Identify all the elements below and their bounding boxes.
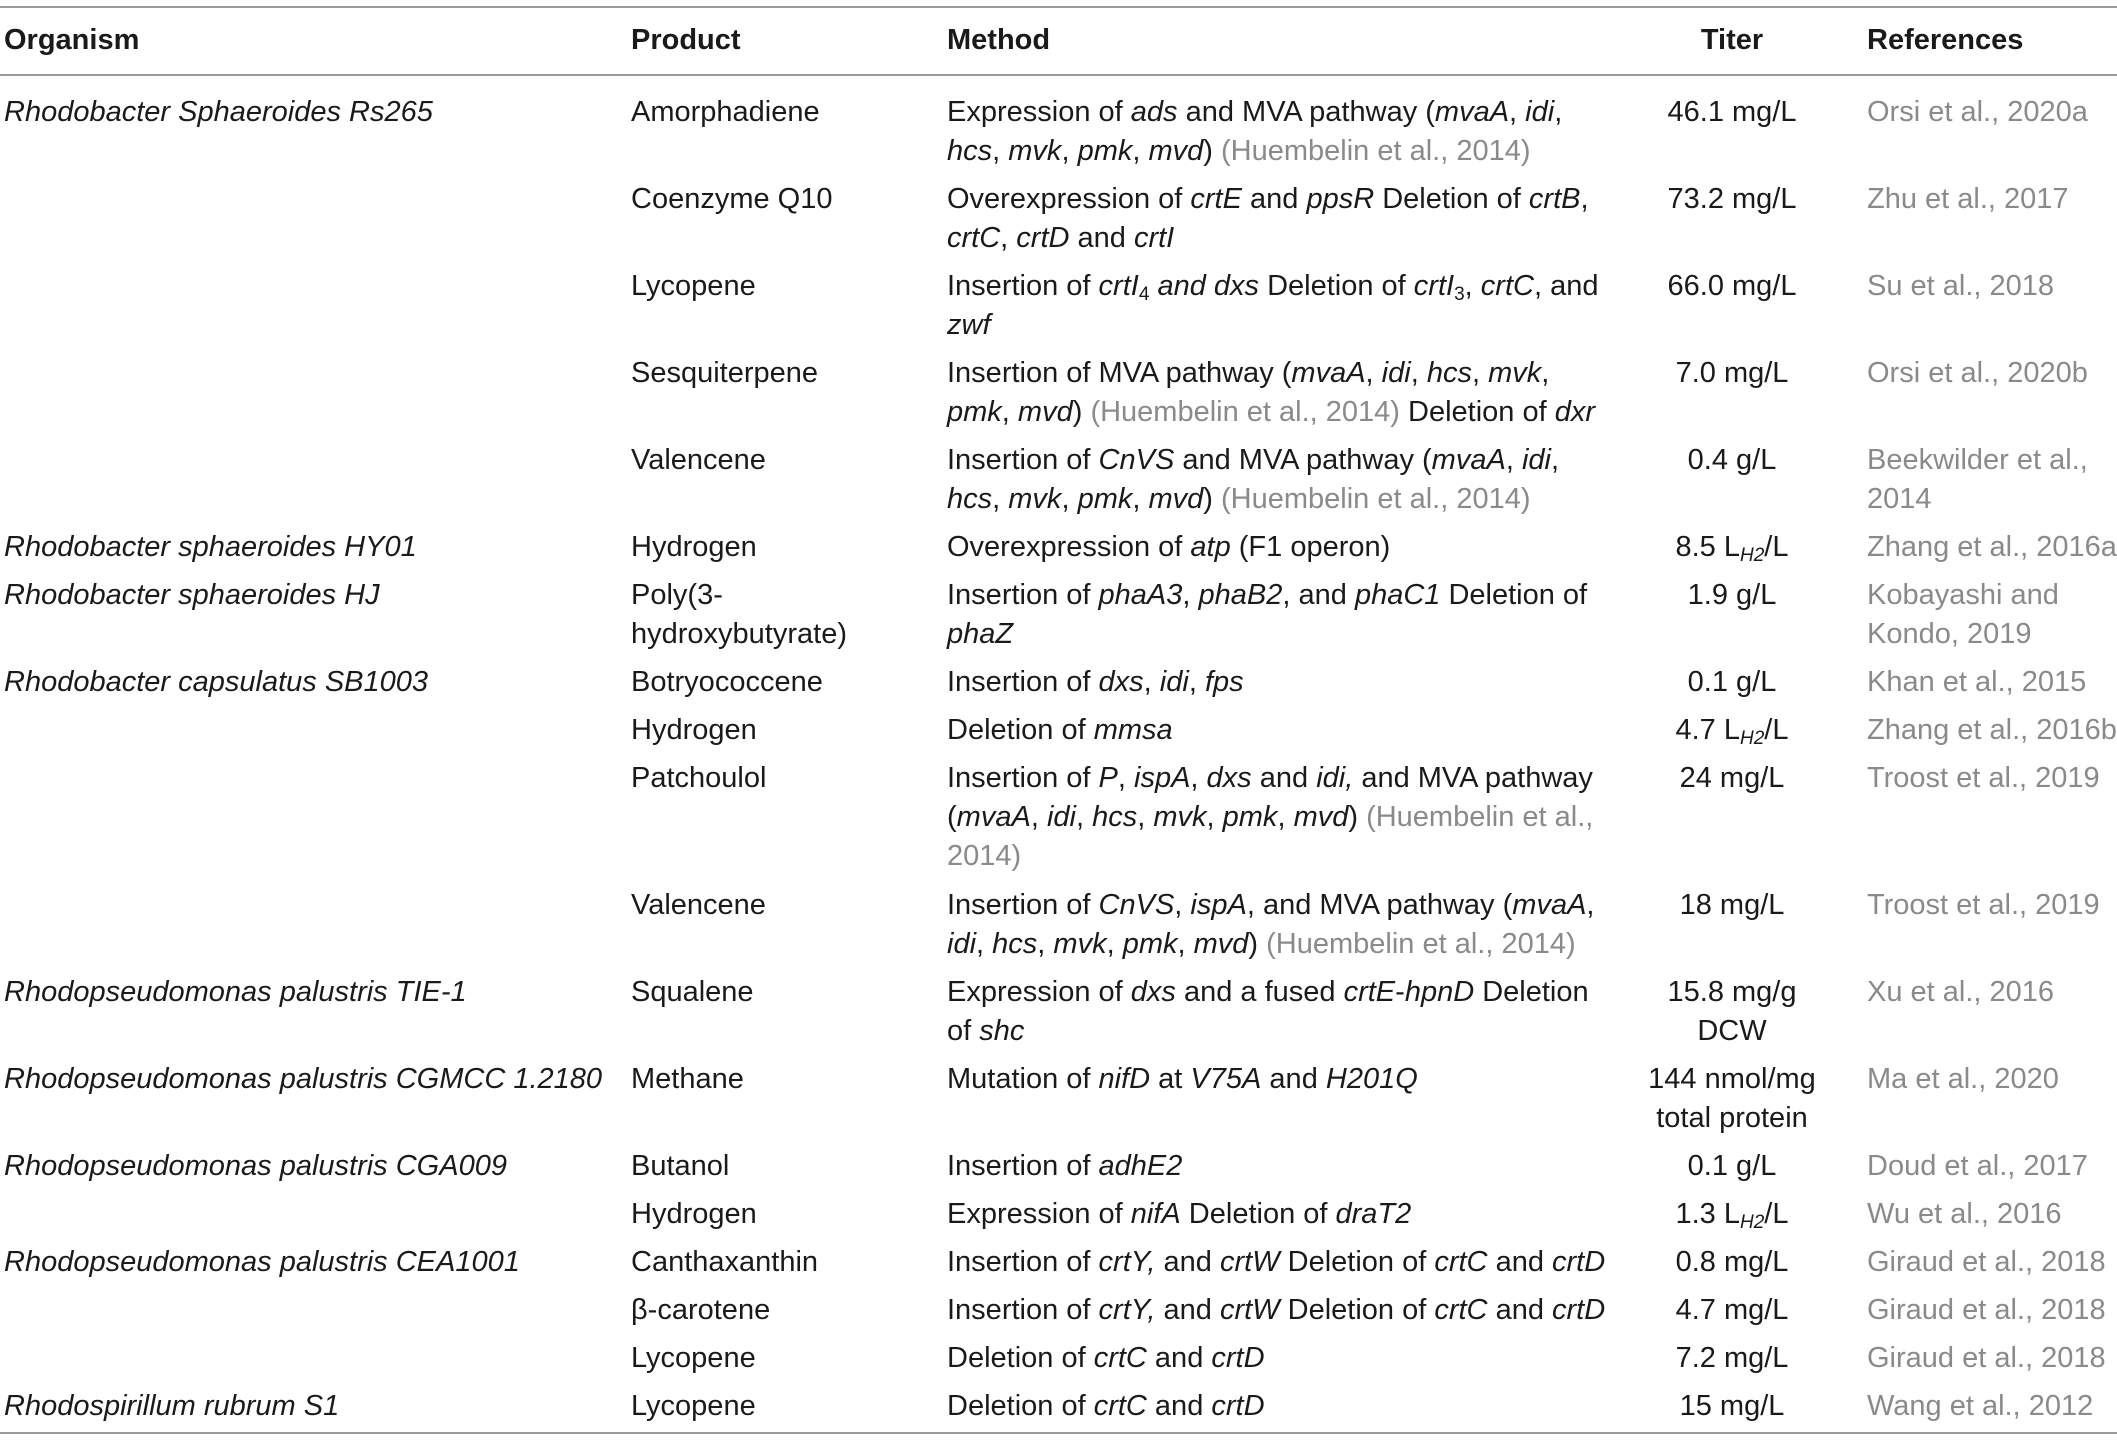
product-cell: Botryococcene [631,666,823,698]
reference-link[interactable]: Beekwilder et al., 2014 [1867,444,2088,515]
product-cell: Butanol [631,1150,730,1182]
citation-link[interactable]: (Huembelin et al., 2014) [1090,396,1400,428]
organism-cell: Rhodopseudomonas palustris CEA1001 [4,1246,520,1278]
method-cell: Insertion of crtI$_4$ and dxs Deletion of crtI$_3$, crtC, and zwf [947,270,1599,341]
method-cell: Deletion of crtC and crtD [947,1342,1265,1374]
product-cell: Coenzyme Q10 [631,183,833,215]
citation-link[interactable]: (Huembelin et al., 2014) [1221,483,1531,515]
reference-link[interactable]: Wu et al., 2016 [1867,1198,2062,1230]
product-cell: β-carotene [631,1294,771,1326]
titer-cell: 1.9 g/L [1687,579,1777,611]
titer-cell: 144 nmol/mg total protein [1648,1063,1816,1134]
product-cell: Lycopene [631,1390,756,1422]
titer-cell: 4.7 mg/L [1675,1294,1789,1326]
citation-link[interactable]: (Huembelin et al., 2014) [947,801,1594,872]
product-cell: Lycopene [631,1342,756,1374]
product-cell: Squalene [631,976,754,1008]
reference-link[interactable]: Zhu et al., 2017 [1867,183,2069,215]
product-cell: Lycopene [631,270,756,302]
method-cell: Insertion of crtY, and crtW Deletion of crtC and crtD [947,1294,1606,1326]
titer-cell: 0.1 g/L [1687,1150,1777,1182]
method-cell: Mutation of nifD at V75A and H201Q [947,1063,1418,1095]
header-titer: Titer [1700,24,1764,56]
method-cell: Insertion of phaA3, phaB2, and phaC1 Deletion of phaZ [947,579,1588,650]
titer-cell: 1.3 $L_{H2}/L$ [1675,1198,1789,1233]
method-cell: Insertion of crtY, and crtW Deletion of crtC and crtD [947,1246,1606,1278]
product-cell: Hydrogen [631,714,757,746]
method-cell: Expression of ads and MVA pathway (mvaA, idi, hcs, mvk, pmk, mvd) (Huembelin et al., 2014) [947,96,1563,167]
titer-cell: 73.2 mg/L [1667,183,1797,215]
header-organism: Organism [4,24,140,56]
reference-link[interactable]: Doud et al., 2017 [1867,1150,2088,1182]
product-cell: Canthaxanthin [631,1246,819,1278]
reference-link[interactable]: Zhang et al., 2016b [1867,714,2117,746]
titer-cell: 4.7 $L_{H2}/L$ [1675,714,1789,749]
titer-cell: 0.4 g/L [1687,444,1777,476]
method-cell: Overexpression of crtE and ppsR Deletion of crtB, crtC, crtD and crtI [947,183,1589,254]
titer-cell: 0.8 mg/L [1675,1246,1789,1278]
method-cell: Insertion of adhE2 [947,1150,1183,1182]
product-cell: Valencene [631,889,766,921]
titer-cell: 8.5 $L_{H2}/L$ [1675,531,1789,566]
reference-link[interactable]: Orsi et al., 2020a [1867,96,2088,128]
organism-cell: Rhodopseudomonas palustris TIE-1 [4,976,467,1008]
organism-cell: Rhodobacter sphaeroides HY01 [4,531,417,563]
titer-cell: 46.1 mg/L [1667,96,1797,128]
reference-link[interactable]: Wang et al., 2012 [1867,1390,2094,1422]
citation-link[interactable]: (Huembelin et al., 2014) [1221,135,1531,167]
method-cell: Insertion of dxs, idi, fps [947,666,1244,698]
organism-cell: Rhodobacter Sphaeroides Rs265 [4,96,433,128]
header-references: References [1867,24,2024,56]
method-cell: Insertion of P, ispA, dxs and idi, and MVA pathway (mvaA, idi, hcs, mvk, pmk, mvd) (Huembelin et al., 2014) [947,762,1594,872]
header-product: Product [631,24,741,56]
reference-link[interactable]: Troost et al., 2019 [1867,762,2100,794]
product-cell: Patchoulol [631,762,767,794]
reference-link[interactable]: Giraud et al., 2018 [1867,1294,2106,1326]
method-cell: Expression of nifA Deletion of draT2 [947,1198,1412,1230]
reference-link[interactable]: Ma et al., 2020 [1867,1063,2059,1095]
table-bottom-rule [0,1432,2117,1434]
reference-link[interactable]: Xu et al., 2016 [1867,976,2055,1008]
product-cell: Valencene [631,444,766,476]
product-cell: Amorphadiene [631,96,820,128]
titer-cell: 0.1 g/L [1687,666,1777,698]
titer-cell: 18 mg/L [1679,889,1785,921]
titer-cell: 15.8 mg/g DCW [1667,976,1797,1047]
reference-link[interactable]: Giraud et al., 2018 [1867,1246,2106,1278]
titer-cell: 7.2 mg/L [1675,1342,1789,1374]
organism-cell: Rhodopseudomonas palustris CGMCC 1.2180 [4,1063,603,1095]
table-header-rule [0,74,2117,76]
method-cell: Insertion of CnVS and MVA pathway (mvaA, idi, hcs, mvk, pmk, mvd) (Huembelin et al., 2014) [947,444,1560,515]
reference-link[interactable]: Giraud et al., 2018 [1867,1342,2106,1374]
reference-link[interactable]: Su et al., 2018 [1867,270,2055,302]
product-cell: Poly(3-hydroxybutyrate) [631,579,847,650]
method-cell: Overexpression of atp (F1 operon) [947,531,1391,563]
method-cell: Expression of dxs and a fused crtE-hpnD Deletion of shc [947,976,1589,1047]
reference-link[interactable]: Kobayashi and Kondo, 2019 [1867,579,2059,650]
product-cell: Sesquiterpene [631,357,819,389]
reference-link[interactable]: Khan et al., 2015 [1867,666,2087,698]
citation-link[interactable]: (Huembelin et al., 2014) [1266,928,1576,960]
method-cell: Insertion of MVA pathway (mvaA, idi, hcs, mvk, pmk, mvd) (Huembelin et al., 2014) Deletion of dxr [947,357,1595,428]
organism-cell: Rhodobacter capsulatus SB1003 [4,666,429,698]
titer-cell: 24 mg/L [1679,762,1785,794]
method-cell: Insertion of CnVS, ispA, and MVA pathway (mvaA, idi, hcs, mvk, pmk, mvd) (Huembelin et al., 2014) [947,889,1595,960]
organism-cell: Rhodospirillum rubrum S1 [4,1390,340,1422]
product-cell: Hydrogen [631,1198,757,1230]
organism-cell: Rhodopseudomonas palustris CGA009 [4,1150,507,1182]
reference-link[interactable]: Zhang et al., 2016a [1867,531,2117,563]
product-cell: Methane [631,1063,744,1095]
reference-link[interactable]: Orsi et al., 2020b [1867,357,2088,389]
product-cell: Hydrogen [631,531,757,563]
organism-cell: Rhodobacter sphaeroides HJ [4,579,380,611]
titer-cell: 15 mg/L [1679,1390,1785,1422]
method-cell: Deletion of mmsa [947,714,1173,746]
titer-cell: 7.0 mg/L [1675,357,1789,389]
header-method: Method [947,24,1051,56]
table-top-rule [0,6,2117,8]
reference-link[interactable]: Troost et al., 2019 [1867,889,2100,921]
titer-cell: 66.0 mg/L [1667,270,1797,302]
method-cell: Deletion of crtC and crtD [947,1390,1265,1422]
